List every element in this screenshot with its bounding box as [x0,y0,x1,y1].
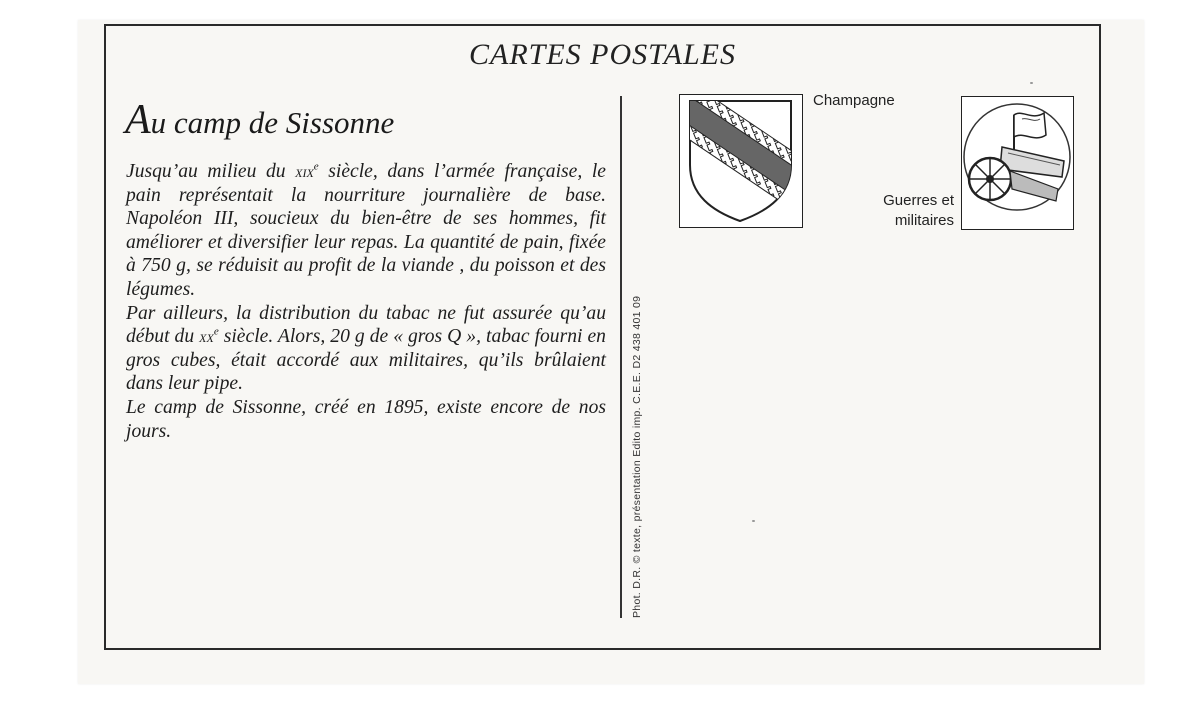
p1-end: siècle, dans l’armée française, le pain représentait la nourriture journalière de base. Napoléon III, soucieux du bien-être de ses hommes, fit améliorer et diversifier leur repas. La quantité de pain, fixée à 750 g, se réduisit au profit de la viande , du poisson et des légumes. [126,161,606,300]
region-label: Champagne [813,92,895,109]
article-title [125,96,394,144]
printer-credit: Phot. D.R. © texte, présentation Edito imp. C.E.E. D2 438 401 09 [631,295,643,618]
title-rest: u camp de Sissonne [150,105,395,140]
paper-speck [752,520,755,522]
theme-label [840,191,954,231]
theme-illustration-box [961,96,1074,230]
champagne-shield-icon [680,95,801,226]
paragraph-2 [126,302,606,396]
theme-line-2: militaires [894,212,954,229]
theme-line-1: Guerres et [883,192,954,209]
p1-century: xix [295,162,314,181]
vertical-divider [620,96,622,618]
paragraph-1 [126,160,606,302]
paper-speck [1030,82,1033,84]
cannon-flag-icon [962,97,1072,228]
p1-start: Jusqu’au milieu du [126,161,286,182]
p2-start: Par ailleurs, la distribution du tabac ne fut assurée qu’au début du [126,302,606,348]
p2-end: siècle. Alors, 20 g de « gros Q », tabac fourni en gros cubes, était accordé aux militaires, qu’ils brûlaient dans leur pipe. [126,326,606,395]
p1-sup: e [313,160,319,173]
p2-sup: e [213,325,219,338]
header-cartes-postales: CARTES POSTALES [469,38,736,71]
p2-century: xx [199,327,214,347]
article-body [126,160,606,443]
paragraph-3: Le camp de Sissonne, créé en 1895, existe encore de nos jours. [126,396,606,442]
title-initial: A [125,97,151,143]
coat-of-arms-box [679,94,803,228]
